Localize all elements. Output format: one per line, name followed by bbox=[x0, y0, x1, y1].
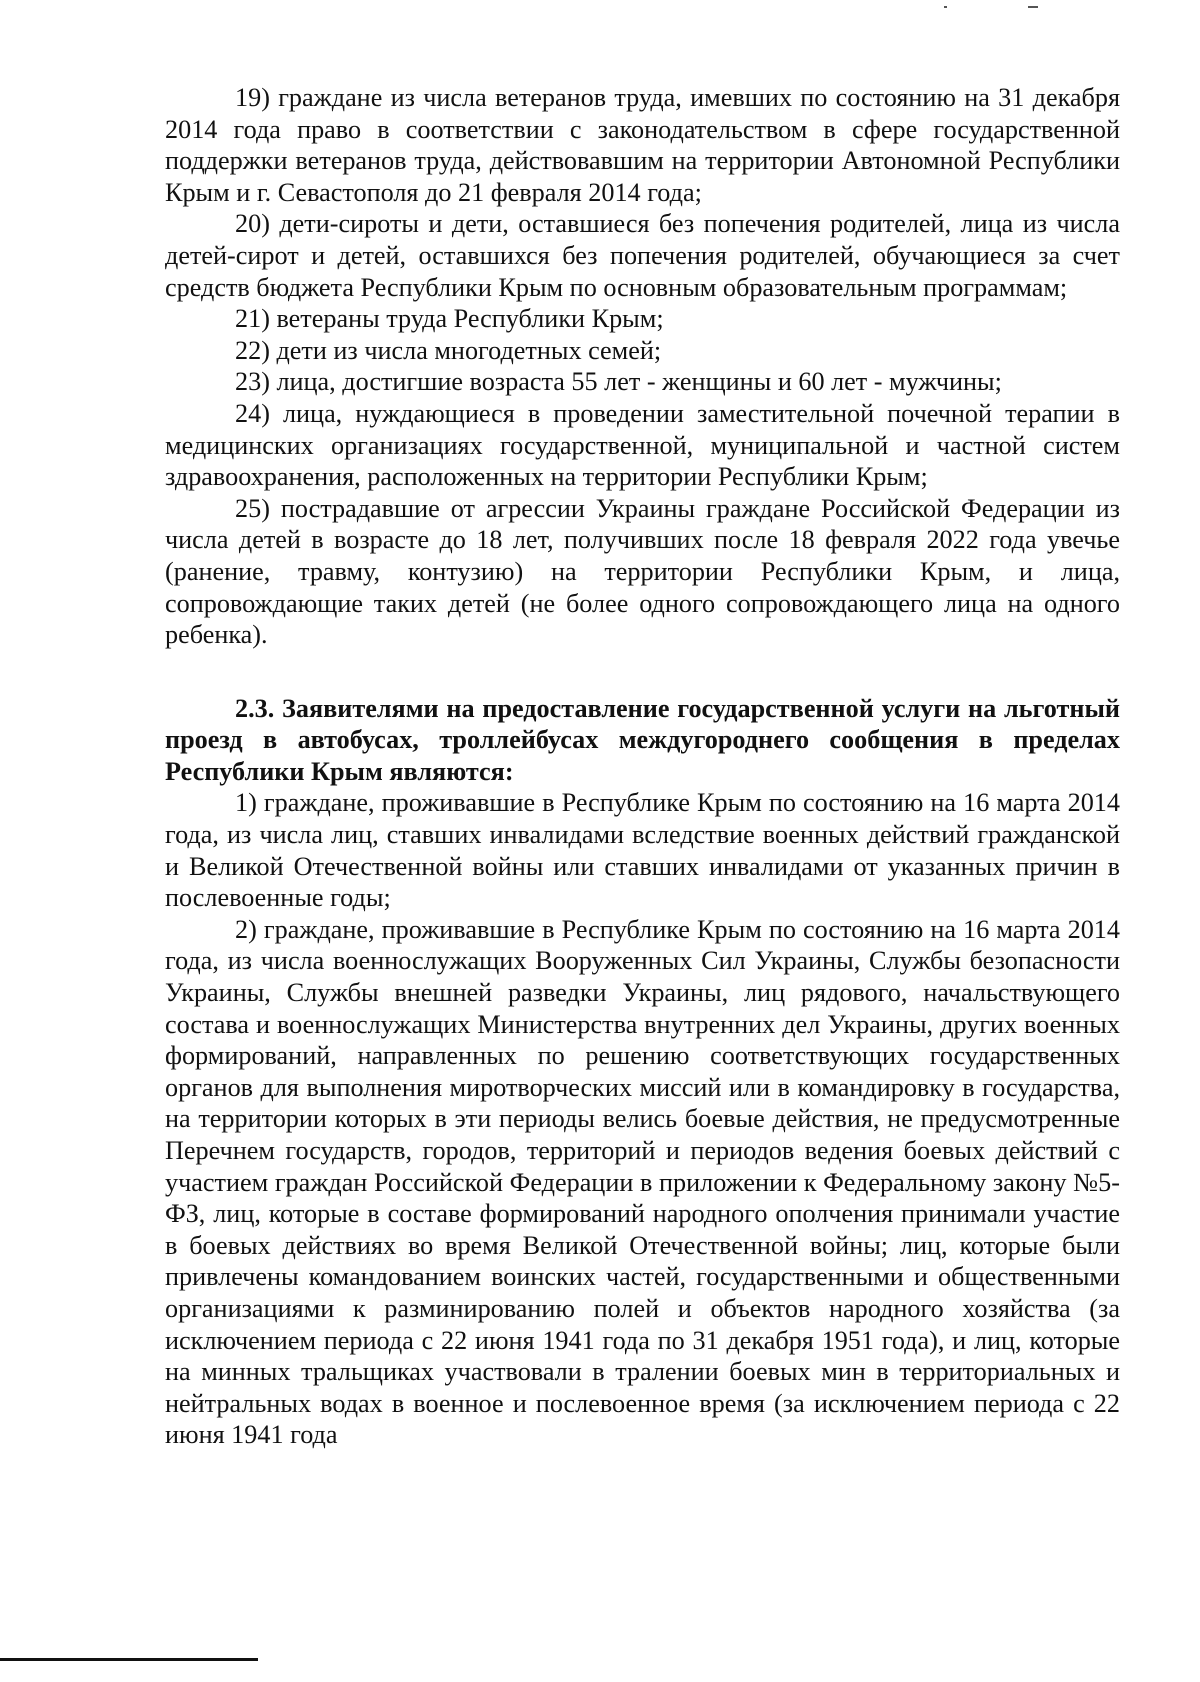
list-item-19: 19) граждане из числа ветеранов труда, имевших по состоянию на 31 декабря 2014 года право в соответствии с законодательством в сфере государственной поддержки ветеранов труда, действовавшим на территории Автономной Республики Крым и г. Севастополя до 21 февраля 2014 года; bbox=[165, 83, 1120, 207]
list-item-22: 22) дети из числа многодетных семей; bbox=[235, 335, 662, 365]
list-item-20: 20) дети-сироты и дети, оставшиеся без попечения родителей, лица из числа детей-сирот и детей, оставшихся без попечения родителей, обучающиеся за счет средств бюджета Республики Крым по основным образовательным программам; bbox=[165, 209, 1120, 302]
list-item-24: 24) лица, нуждающиеся в проведении заместительной почечной терапии в медицинских организациях государственной, муниципальной и частной систем здравоохранения, расположенных на территории Республики Крым; bbox=[165, 398, 1120, 492]
footnote-separator bbox=[0, 1658, 258, 1661]
list-item-21: 21) ветераны труда Республики Крым; bbox=[235, 304, 664, 334]
scan-artifact-dot bbox=[944, 6, 947, 8]
scan-artifact-dash bbox=[1028, 6, 1038, 8]
document-page bbox=[165, 82, 1120, 1451]
list-item-25: 25) пострадавшие от агрессии Украины граждане Российской Федерации из числа детей в возрасте до 18 лет, получивших после 18 февраля 2022 года увечье (ранение, травму, контузию) на территории Республики Крым, и лица, сопровождающие таких детей (не более одного сопровождающего лица на одного ребенка). bbox=[165, 493, 1120, 650]
list-item-23: 23) лица, достигшие возраста 55 лет - женщины и 60 лет - мужчины; bbox=[235, 367, 1002, 397]
section-item-1: 1) граждане, проживавшие в Республике Крым по состоянию на 16 марта 2014 года, из числа лиц, ставших инвалидами вследствие военных действий гражданской и Великой Отечественной войны или ставших инвалидами от указанных причин в послевоенные годы; bbox=[165, 788, 1120, 913]
section-heading-2-3: 2.3. Заявителями на предоставление государственной услуги на льготный проезд в автобусах, троллейбусах междугороднего сообщения в пределах Республики Крым являются: bbox=[165, 693, 1120, 786]
section-item-2: 2) граждане, проживавшие в Республике Крым по состоянию на 16 марта 2014 года, из числа военнослужащих Вооруженных Сил Украины, Службы безопасности Украины, Службы внешней разведки Украины, лиц рядового, начальствующего состава и военнослужащих Министерства внутренних дел Украины, других военных формирований, направленных по решению соответствующих государственных органов для выполнения миротворческих миссий или в командировку в государства, на территории которых в эти периоды велись боевые действия, не предусмотренные Перечнем государств, городов, территорий и периодов ведения боевых действий с участием граждан Российской Федерации в приложении к Федеральному закону №5-ФЗ, лиц, которые в составе формирований народного ополчения принимали участие в боевых действиях во время Великой Отечественной войны; лиц, которые были привлечены командованием воинских частей, государственными и общественными организациями к разминированию полей и объектов народного хозяйства (за исключением периода с 22 июня 1941 года по 31 декабря 1951 года), и лиц, которые на минных тральщиках участвовали в тралении боевых мин в территориальных и нейтральных водах в военное и послевоенное время (за исключением периода с 22 июня 1941 года bbox=[165, 914, 1120, 1450]
